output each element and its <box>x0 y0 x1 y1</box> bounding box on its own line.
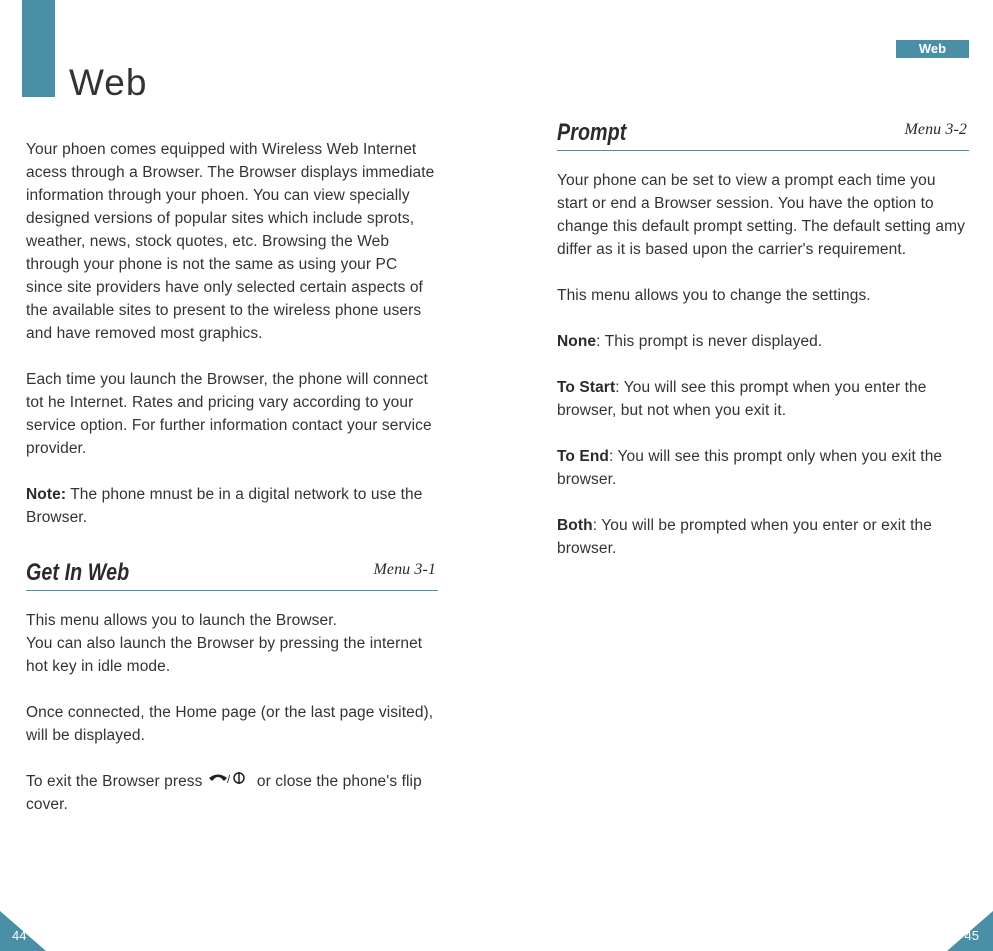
option-none <box>557 330 969 353</box>
exit-paragraph <box>26 770 438 816</box>
exit-text-before: To exit the Browser press <box>26 773 203 790</box>
launch-line-2: You can also launch the Browser by pressing the internet hot key in idle mode. <box>26 635 423 675</box>
option-term: To Start <box>557 379 616 396</box>
launch-paragraph <box>26 609 438 678</box>
end-power-key-icon <box>207 770 249 793</box>
prompt-intro-paragraph: Your phone can be set to view a prompt each time you start or end a Browser session. You have the option to change this default prompt setting. The default setting amy differ as it is based upon the carrier's requirement. <box>557 172 965 258</box>
note-label: Note: <box>26 486 67 503</box>
settings-paragraph: This menu allows you to change the settings. <box>557 287 871 304</box>
page-number-right: 45 <box>964 928 979 943</box>
get-in-web-header <box>26 552 438 591</box>
get-in-web-title: Get In Web <box>26 559 130 586</box>
intro-paragraph: Your phoen comes equipped with Wireless Web Internet acess through a Browser. The Browser displays immediate information through your phoen. You can view specially designed versions of popular sites which include sprots, weather, news, stock quotes, etc. Browsing the Web through your phone is not the same as using your PC since site providers have only selected certain aspects of the available sites to present to the wireless phone users and have removed most graphics. <box>26 141 435 342</box>
option-to-start <box>557 376 969 422</box>
right-column <box>557 112 969 583</box>
option-to-end <box>557 445 969 491</box>
prompt-menu-number: Menu 3-2 <box>904 121 967 138</box>
option-term: To End <box>557 448 609 465</box>
left-column <box>26 138 438 839</box>
prompt-header <box>557 112 969 151</box>
option-desc: : You will be prompted when you enter or exit the browser. <box>557 517 932 557</box>
home-page-paragraph: Once connected, the Home page (or the last page visited), will be displayed. <box>26 704 434 744</box>
exit-text-after: or close the phone's flip cover. <box>26 773 422 814</box>
svg-text:/: / <box>226 774 230 787</box>
launch-line-1: This menu allows you to launch the Browser. <box>26 612 338 629</box>
option-desc: : This prompt is never displayed. <box>596 333 823 350</box>
note-paragraph <box>26 483 438 529</box>
connect-paragraph: Each time you launch the Browser, the phone will connect tot he Internet. Rates and pricing vary according to your service option. For further information contact your service provider. <box>26 371 432 457</box>
option-term: None <box>557 333 597 350</box>
title-accent-bar <box>22 0 55 97</box>
prompt-title: Prompt <box>557 119 627 146</box>
page-title: Web <box>69 62 148 103</box>
note-text: The phone mnust be in a digital network to use the Browser. <box>26 486 423 526</box>
option-desc: : You will see this prompt only when you exit the browser. <box>557 448 943 488</box>
get-in-web-menu-number: Menu 3-1 <box>373 561 436 578</box>
option-term: Both <box>557 517 593 534</box>
page-number-left: 44 <box>12 928 27 943</box>
section-tab-label: Web <box>896 40 969 58</box>
option-desc: : You will see this prompt when you enter the browser, but not when you exit it. <box>557 379 927 419</box>
option-both <box>557 514 969 560</box>
